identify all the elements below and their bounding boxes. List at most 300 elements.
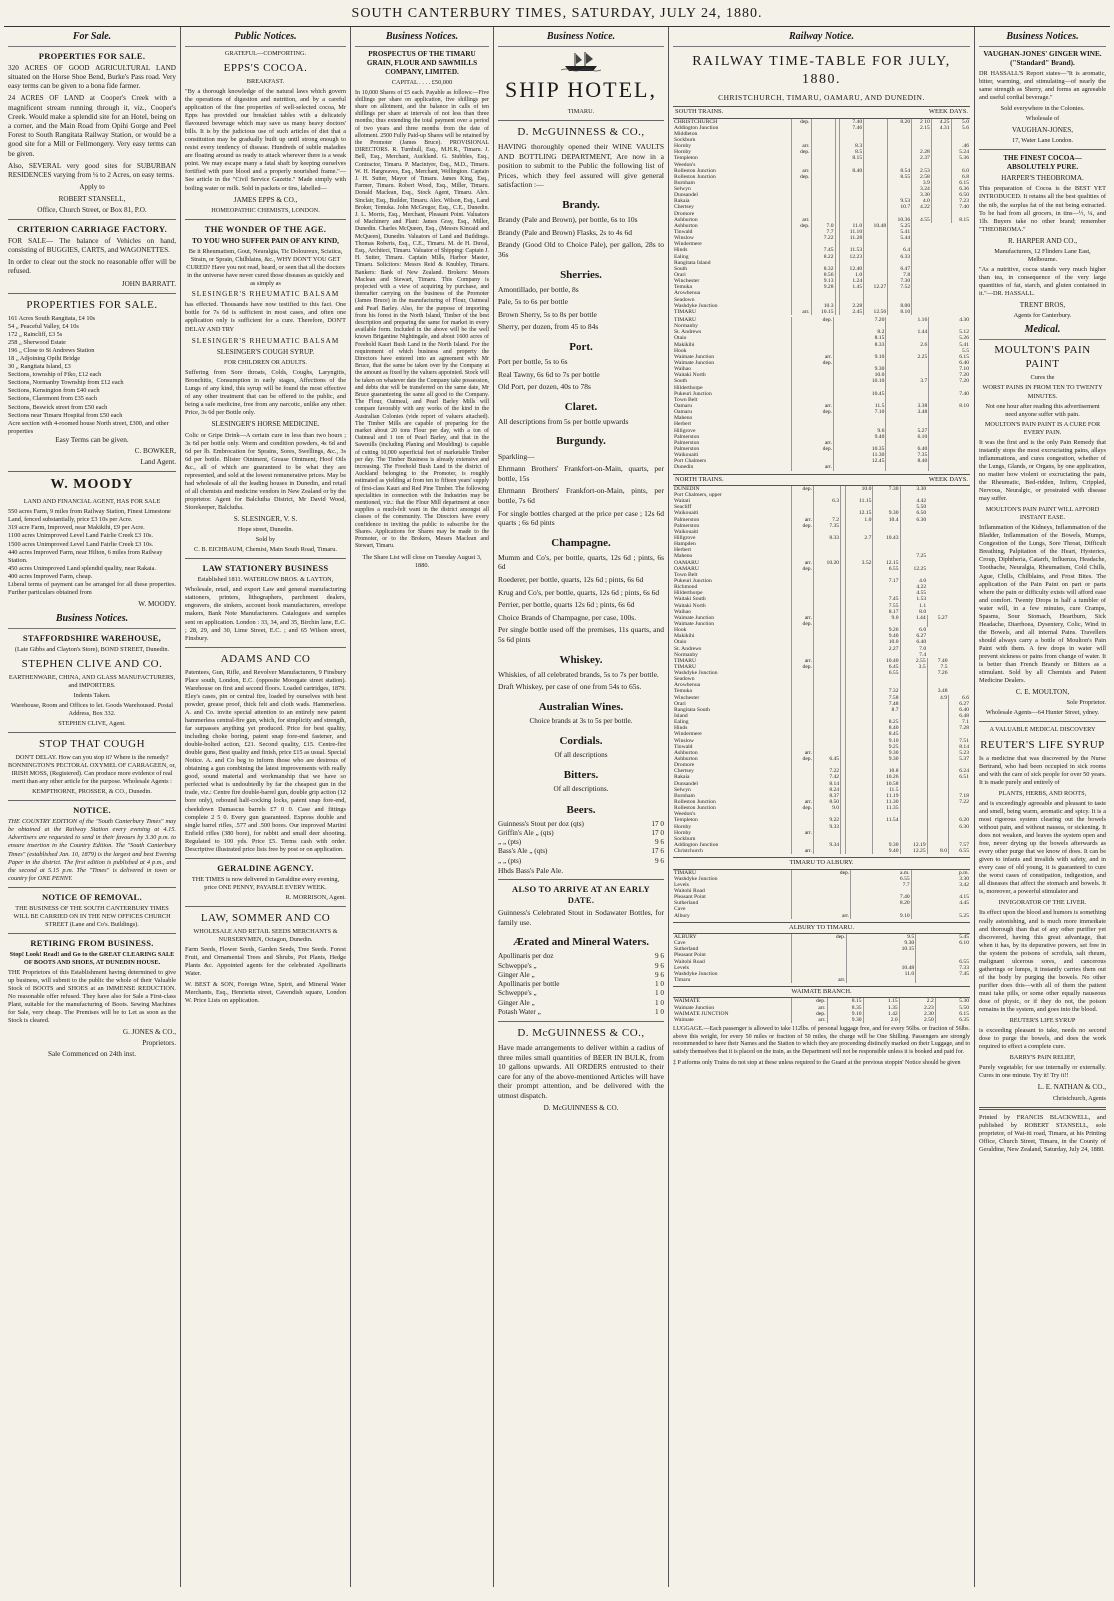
ad-signature: KEMPTHORNE, PROSSER, & CO., Dunedin. [32,788,152,796]
station-name: Waimate Junction [674,620,715,627]
list-item: 161 Acres South Rangitata, £4 10s [8,315,96,322]
departure-time: 7.0 [900,646,927,652]
price-value: 17 6 [651,847,664,856]
station-name: Rangitata South [674,706,710,713]
ad-address: 17, Water Lane London. [1011,136,1074,144]
departure-time [929,464,970,470]
luggage-notice: LUGGAGE.—Each passenger is allowed to take 112lbs. of personal luggage free, and for every 56lbs. or fraction of 56lbs. above this weight, for every 50 miles or fraction of 50 miles, the charge will be One Shilling. Passengers are strongly recommended to have their Names and the Station to which they are proceeding distinctly marked on their Luggage, and to satisfy themselves that it is placed on the train, as the Department will not be responsible unless it is booked and paid for. [673,1026,970,1056]
departure-time: 10.7 [888,204,912,210]
station-name: Waimate [674,1016,694,1023]
arr-dep: arr. [792,913,851,919]
departure-time: 7.40 [840,119,864,125]
timetable-days: WEEK DAYS. [928,475,968,483]
price-item: Ehrmann Brothers' Frankfort-on-Main, pints, per bottle, 7s 6d [498,486,664,505]
ship-icon [561,50,601,72]
departure-time: 7.30 [873,486,900,492]
departure-time: 10.15 [847,946,916,952]
departure-time: 2.55 [900,658,927,664]
arr-dep: arr. [792,799,814,805]
column-public-notices [181,27,351,1587]
departure-time: 3.52 [846,560,873,566]
departure-time: 9.5 [847,934,916,940]
departure-time: 6.15 [929,354,970,360]
station-name: Addington Junction [674,842,719,848]
station-name: Palmerston [674,433,700,440]
station-name: Selwyn [674,186,691,193]
timetable-row [673,977,970,983]
station-name: Waitaki North [674,372,706,379]
station-name: Addington Junction [674,124,719,131]
departure-time: 7.45 [873,596,900,602]
departure-time: 9.40 [873,848,900,854]
price-item: Brandy (Pale and Brown) Flasks, 2s to 4s 6d [498,227,632,237]
departure-time: 9.30 [873,750,900,756]
arr-dep: dep. [792,446,834,452]
arr-dep: dep. [792,486,814,492]
departure-time: 1.0 [846,517,873,523]
ad-heading: SHIP HOTEL, [505,76,657,102]
departure-time: 8.33 [814,535,841,541]
arr-dep: arr. [792,977,847,983]
station-name: Weedon's [674,811,696,818]
ad-text: In 10,000 Shares of £5 each. Payable as follows:—Five shillings per share on application, five shillings per share on allotment, and the balance in calls of ten shillings per share at intervals of not less than three months; thus extending the total payment over a period of two years and three months from the date of allotment. 2500 Fully Paid-up Shares will be retained by the Promoter (James Bruce). PROVISIONAL DIRECTORS. R. Turnbull, Esq., M.H.R., Timaru. J. Bell, Esq., Merchant, Auckland. G. Stubbles, Esq., Contractor, Timaru. P. Macintyre, Esq., M.D., Timaru. W. H. Hargreaves, Esq., Merchant, Wellington. Captain J. H. Sutter, Mayor of Timaru. James King, Esq., Farmer, Timaru. Robert Wood, Esq., Miller, Timaru. Donald Maclean, Esq., Stock Agent, Timaru. Alex. Sinclair, Esq., Builder, Timaru. Alex. Wilson, Esq., Land Broker, Temuka. John McGregor, Esq., C.E., Dunedin. J. L. Morris, Esq., Merchant, Pleasant Point. Valuators of Machinery and Plant: James Gray, Esq., Miller, Dunedin. Charles McQueen, Esq., (Messrs Kincaid and McQueen), Dunedin. Valuators of Land and Buildings. Thomas Roberts, Esq., C.E., Timaru. M. de H. Duval, Esq., Architect, Timaru. Valuator of Shipping: Captain J. H. Sutter, Timaru. Captain Mills, Harbor Master, Timaru. Solicitors: Messrs Reid & Knubley, Timaru. Bankers: Bank of New Zealand. Brokers: Messrs Maclean and Stewart, Timaru. This Company is projected with a view of acquiring by purchase, and thereafter carrying on the business of the Promoter (James Bruce) in the manufacturing of Flour, Oatmeal and Pearl Barley. Also, for the purpose of importing from his forest in the North Island, Timber of the best description and preparing the same for market in every available form. Included in the above will be the well known Brigantine Nightingale, and about 1600 acres of Freehold Kauri Bush Land in the North Island. For the requirement of which business and property the Directors have entered into an agreement with Mr Bruce, that the same be taken over by the Company at the amount as fixed by the valuers appointed. Stock will be taken on whatever date the Company take possession, and debts due will be transferred on the same date, Mr Bruce guaranteeing the same all good to the Company. The Flour, Oatmeal, and Pearl Barley Mills will compare favorably with any works of the kind in the Australian Colonies (vide report of valuers attached). The Timber Mills are capable of preparing for the market about 20 tons Flour per day, with a ton of Oatmeal and 1 ton of Pearl Barley, and that in the Sawmills (including Planing and Moulding) is capable of cutting 10,000 superficial feet of marketable Timber per day. The Timber Business is already extensive and increasing. The Freehold Bush Land in the district of Auckland belonging to the Promoter, is roughly estimated as yielding at from ten to fifteen years' supply of first-class Kauri and Red Pine Timber. The following specialities in connection with the Industries may be mentioned, viz.: that the Flour Mill department at once supplies a much-felt want in the district amongst all classes of the community. The Directors have every confidence in inviting the public to subscribe for the Shares. Applications for Shares may be made to the Promoter, or to the Brokers, Messrs Maclean and Stewart, Timaru. [355,89,489,550]
ad-text: FOR CHILDREN OR ADULTS. [223,359,308,367]
ad-text: C. B. EICHBAUM, Chemist, Main South Road, Timaru. [194,546,337,554]
departure-time: 9.26 [873,627,900,633]
departure-time: 7.22 [811,235,835,241]
column-medical [975,27,1110,1587]
price-value: 1 0 [655,989,664,998]
station-name: Herbert [674,547,692,554]
station-name: Normanby [674,323,698,330]
ad-text: Wholesale of [1025,115,1060,123]
station-name: Rolleston Junction [674,173,716,180]
ad-signature: R. MORRISON, Agent. [285,893,346,901]
departure-time: 8.0 [927,848,948,854]
station-name: TIMARU [674,869,697,876]
departure-time: 9.22 [814,817,841,823]
departure-time: 9.33 [814,824,841,830]
price-row [498,847,664,856]
departure-time: 8.37 [814,793,841,799]
timetable-subtitle: CHRISTCHURCH, TIMARU, OAMARU, AND DUNEDIN. [718,92,925,102]
departure-time: 10.40 [873,658,900,664]
ad-text: THE COUNTRY EDITION of the "South Canterbury Times" may be obtained at the Railway Station every evening at 4.15. Advertisers are requested to send in their favours by 3.30 p.m. to ensure insertion in the Country Edition. The "South Canterbury Times" (established Jan. 10, 1879) is the largest and best Evening Paper in the district. The first edition is published at 4 p.m., and the second at 5.15 p.m. The "Times" is delivered in town or country for ONE PENNY. [8,818,176,882]
departure-time [814,848,841,854]
station-name: Waimate Junction [674,614,715,621]
departure-time: 3.42 [911,882,970,888]
arr-dep: arr. [792,1005,827,1011]
departure-time: 4.30 [929,317,970,323]
departure-time: 9.10 [873,738,900,744]
timetable-header [673,986,970,998]
price-item: Hhds Bass's Pale Ale. [498,865,564,875]
station-name: Washdyke Junction [674,670,718,677]
ad-text: Easy Terms can be given. [55,435,129,444]
departure-time: 6.8 [951,174,970,180]
ad-heading: STEPHEN CLIVE AND CO. [21,657,163,670]
departure-time: 8.33 [834,342,886,348]
ad-signature: JOHN BARRATT. [121,279,176,288]
departure-time: 1.44 [886,329,929,335]
timetable-header [673,106,970,118]
timetable-body [673,317,970,471]
timetable-days: WEEK DAYS. [928,108,968,116]
departure-time: 10.4 [873,517,900,523]
station-name: Ashburton [674,756,698,763]
departure-time: 5.5 [929,348,970,354]
departure-time: 8.15 [840,155,864,161]
departure-time: 5.25 [888,223,912,229]
station-name: CHRISTCHURCH [674,118,718,125]
ad-heading: NOTICE OF REMOVAL. [41,891,143,902]
ad-signature: TRENT BROS, [1019,301,1066,310]
departure-time: 6.50 [900,510,927,516]
list-item: 258 „ Sherwood Estate [8,339,66,347]
departure-time: 5.12 [929,329,970,335]
ad-text: Also, SEVERAL very good sites for SUBURBAN RESIDENCES varying from ¼ to 2 Acres, on easy terms. [8,161,176,180]
price-heading: Burgundy. [556,435,606,448]
departure-time: 6.55 [873,566,900,572]
departure-time: 9.13 [811,278,835,284]
departure-time: 9.53 [888,198,912,204]
departure-time: 6.30 [949,824,970,830]
ad-heading: STOP THAT COUGH [38,738,146,751]
departure-time: 4.55 [912,217,932,223]
departure-time: 4.22 [900,584,927,590]
station-name: Albury [674,912,690,919]
departure-time: 6.55 [916,959,970,965]
price-item: Ginger Ale „ [498,998,535,1007]
ad-heading: D. McGUINNESS & CO., [517,1027,645,1040]
departure-time: 3.7 [886,378,929,384]
moody-list [8,508,176,580]
departure-time: 10.48 [864,223,888,229]
ad-text: In order to clear out the stock no reasonable offer will be refused. [8,258,176,276]
list-item: Sections, Kensington from £40 each [8,387,100,395]
station-name: Washdyke Junction [674,302,718,309]
list-item: Sections, Claremont from £35 each [8,395,98,403]
arr-dep: arr. [792,464,834,470]
ad-subheading: EARTHENWARE, CHINA, AND GLASS MANUFACTURERS, and IMPORTERS. [8,673,176,689]
ad-signature: C. BOWKER, [134,446,176,455]
departure-time: 12.25 [900,848,927,854]
ad-subheading: SLESINGER'S RHEUMATIC BALSAM [191,290,340,299]
departure-time: 7.7 [811,229,835,235]
ad-heading: THE FINEST COCOA—ABSOLUTELY PURE. [1003,153,1082,171]
arr-dep: dep. [792,566,814,572]
departure-time: 2.28 [912,149,932,155]
departure-time: 10.45 [834,391,886,397]
price-item: Brown Sherry, 5s to 8s per bottle [498,309,597,319]
departure-time: 11.10 [840,229,864,235]
station-name: Burnham [674,792,695,799]
departure-time: 2.28 [840,303,864,309]
price-item: Old Port, per dozen, 40s to 78s [498,382,591,392]
station-name: DUNEDIN [674,485,700,492]
station-name: Christchurch [674,848,703,855]
station-name: Windermere [674,241,702,248]
departure-time: 4.55 [900,590,927,596]
departure-time: 9.30 [873,510,900,516]
timetable-albury-timaru [673,934,970,983]
station-name: Selwyn [674,786,691,793]
station-name: Hilderthorpe [674,384,703,391]
station-name: Port Chalmers, upper [674,491,722,498]
arr-dep: dep. [792,1011,827,1017]
price-heading: Port. [569,340,593,353]
station-name: Levels [674,881,689,888]
departure-time [931,217,951,223]
departure-time: 8.17 [873,609,900,615]
timetable-direction: NORTH TRAINS. [675,475,724,483]
arr-dep: arr. [792,658,814,664]
ad-subheading: REUTER'S LIFE SYRUP [1009,1017,1076,1025]
arr-dep: arr. [792,848,814,854]
arr-dep: dep. [792,149,811,155]
station-name: Port Chalmers [674,458,707,465]
departure-time: 2 10 [912,119,932,125]
ad-heading: EPPS'S COCOA. [223,61,308,74]
timetable-row [673,309,970,315]
departure-time: 6.20 [949,817,970,823]
departure-time: 8.20 [888,119,912,125]
ad-heading: REUTER'S LIFE SYRUP [980,738,1105,751]
departure-time [912,309,932,315]
ad-role: Manufacturers, 12 Flinders Lane East, Melbourne. [994,247,1091,263]
departure-time: 8.22 [811,254,835,260]
station-name: Otaio [674,335,687,342]
price-row [498,838,664,847]
price-heading: Claret. [564,400,598,413]
price-row [498,1008,664,1017]
ad-heading: STAFFORDSHIRE WAREHOUSE, [22,632,162,643]
station-name: Hook [674,347,687,354]
ad-subheading: TIMARU. [567,107,595,115]
section-heading: Business Notices. [8,611,176,629]
departure-time: 12.56 [864,309,888,315]
departure-time: 11.30 [834,452,886,458]
departure-time: 3.5 [900,664,927,670]
timetable-header [673,474,970,486]
arr-dep: dep. [792,934,847,940]
station-name: OAMARU [674,559,699,566]
divider [8,887,176,888]
station-name: South [674,378,688,385]
price-heading: Ærated and Mineral Waters. [512,936,650,949]
station-name: Cave [674,940,686,947]
departure-time: 8.20 [851,900,911,906]
price-item: Sparkling— [498,451,535,461]
departure-time: 12.19 [900,842,927,848]
arr-dep: dep. [792,998,827,1004]
station-name: Sockburn [674,835,696,842]
arr-dep: arr. [792,517,814,523]
price-value: 1 0 [655,1007,664,1016]
ad-subheading: (Late Gibbs and Clayton's Store), BOND STREET, Dunedin. [14,645,170,653]
departure-time: 8.15 [834,335,886,341]
price-item: Apollinaris per doz [498,952,554,961]
station-name: Pleasant Point [674,894,706,901]
departure-time: 6.40 [886,446,929,452]
price-row [498,971,664,980]
ad-text: Patentees, Gun, Rifle, and Revolver Manufacturers, 9 Finsbury Place south, London, E.C. (opposite Moorgate street station). Warehouse on first and second floors. Loaded cartridges, 1879. Eley's cases, pin or central fire, loaded by ourselves with best powder, grease proof, thick felt and cloth wads. Hammerless. A. and Co. invite special attention to an entirely new patent hammerless central-fire gun, which, for simplicity and strength, far surpasses anything yet produced. Price for best quality, including choke boring, patent snap fore-end fastener, and double-bolted action, £21. Second quality, £15. Centre-fire double guns, Best quality and finish, price £15 as usual. Special Notice. A. and Co beg to inform those who are desirous of obtaining a gun combining the latest improvements with really good, sound material and workmanship that we have so perfected what is undoubtedly by far the cheapest gun in the trade, viz.: Centre fire double-barrel gun, double grip action (12 bore only), rebound half-cocking locks, patent snap fore-end, cheekdown Damascus barrels £7 0 0. Case and fittings complete 2 5 0. Every gun guaranteed. Express double and single barrel rifles, .577 and .500 bores. Our improved Martini Enfield rifles (380 bore), for rabbit and small deer shooting. Regulated to 100 yds. Price £5. Terms cash with order. Descriptive illustrated price lists free by post or on application. [185,668,346,853]
price-item: Pale, 5s to 6s per bottle [498,297,568,307]
ad-heading: ADAMS AND CO [220,652,311,665]
ad-text: Guinness's Celebrated Stout in Sodawater Bottles, for family use. [498,908,664,927]
ad-text: Its effect upon the blood and humors is something really astonishing, and is much more immediate and thorough than that of any other purifier yet discovered, having this great advantage, that when it has, by its depurative powers, set free in the system the poisons of scrofula, salt rheum, malignant ulcerous sores, and cancerous gatherings or lumps, it instantly carries them out of the body by purging the bowels. No other purifier does this—with all of them the patient must take pills, or some other equally nauseous dose of physic, or if they do not, the poison remains in the system, and goes into the blood. [979,909,1106,1014]
property-list [8,315,176,436]
arr-dep: arr. [792,750,814,756]
departure-time: 8.25 [873,719,900,725]
departure-time: 9.25 [873,744,900,750]
departure-time: 2.53 [912,168,932,174]
arr-dep: dep. [792,174,811,180]
departure-time: 3.9 [912,180,932,186]
price-item: Choice brands at 3s to 5s per bottle. [529,716,633,725]
station-name: Dunedin [674,464,694,471]
timetable-row [673,464,970,470]
arr-dep: dep. [792,317,834,323]
ad-text: Liberal terms of payment can be arranged for all these properties. Further particulars obtained from [8,580,176,596]
departure-time: 6.27 [949,701,970,707]
ad-signature: C. E. MOULTON, [1015,688,1070,697]
departure-time: 7.35 [814,523,841,529]
departure-time: 11.15 [846,498,873,504]
departure-time: 2.58 [912,174,932,180]
price-item: Mumm and Co's, per bottle, quarts, 12s 6d ; pints, 6s 6d [498,552,664,572]
list-item: 18 „ Adjoining Opihi Bridge [8,355,81,363]
price-value: 9 6 [655,838,664,847]
departure-time: 7.22 [949,799,970,805]
departure-time: 9.28 [811,284,835,290]
departure-time: 5.41 [929,342,970,348]
price-item: Bass's Ale „ (qts) [498,847,548,856]
departure-time: 8.5 [840,149,864,155]
ad-signature: G. JONES & CO., [122,1028,176,1036]
station-name: Waitohi Road [674,958,705,965]
station-name: Chertsey [674,204,694,211]
departure-time: 5.50 [900,504,927,510]
price-row [498,857,664,866]
departure-time: 2.15 [912,125,932,131]
ad-heading: THE WONDER OF THE AGE. [204,223,327,234]
ad-subheading: WHOLESALE AND RETAIL SEEDS MERCHANTS & NURSERYMEN, Octagon, Dunedin. [193,927,338,943]
list-item: 1100 acres Unimproved Level Land Fairlie Creek £3 10s. [8,532,154,540]
arr-dep: arr. [792,217,811,223]
departure-time: 8.54 [888,168,912,174]
ad-heading: LAW, SOMMER AND CO [200,911,331,924]
departure-time: 9.30 [827,1017,863,1023]
ad-text: W. BEST & SON, Foreign Wine, Spirit, and Mineral Water Merchants, Esq., Henrietta street, Cavendish square, London W. Price Lists on application. [185,981,346,1005]
price-row [498,999,664,1008]
departure-time: 1.45 [840,284,864,290]
departure-time: 2.7 [846,535,873,541]
ad-text: has effected. Thousands have now testified to this fact. One bottle for 7s 6d is sufficient in most cases, and often one application only is sufficient for a cure. Therefore, DON'T DELAY AND TRY [185,301,346,333]
departure-time: 4.9 [927,695,948,701]
departure-time: 4.15 [911,894,970,900]
departure-time: 7.10 [834,409,886,415]
ad-text: Be it Rheumatism, Gout, Neuralgia, Tic Doloureux, Sciatica, Strain, or Sprain, Chilblains, &c., WHY DON'T YOU GET CURED? Have you not read, heard, or seen that all the doctors in the universe have never cured those diseases as quickly and as simply as [186,247,345,288]
list-item: 440 acres Improved Farm, near Hilton, 6 miles from Railway Station. [8,548,163,564]
departure-time: 1.15 [863,998,899,1004]
departure-time: 5.45 [916,934,970,940]
station-name: TIMARU [674,657,697,664]
departure-time: 7.52 [888,284,912,290]
station-name: Arowhenua [674,682,701,689]
departure-time: 3.48 [927,688,948,694]
price-heading: Brandy. [562,199,600,212]
column-for-sale [4,27,181,1587]
station-name: Waitati [674,498,691,505]
ad-subheading: MOULTON'S PAIN PAINT IS A CURE FOR EVERY PAIN. [984,420,1101,436]
departure-time: a.m. [851,870,911,876]
newspaper-page [4,4,1110,1593]
station-name: Maheno [674,553,693,560]
station-name: Seadown [674,296,695,303]
ad-subheading: LAND AND FINANCIAL AGENT, HAS FOR SALE [23,498,161,506]
arr-dep: arr. [792,354,834,360]
departure-time: 10.20 [814,560,841,566]
departure-time: 7.17 [873,578,900,584]
station-name: Seacliff [674,504,692,511]
departure-time: 11.5 [834,403,886,409]
departure-time: 10.58 [873,781,900,787]
station-name: Makikihi [674,341,695,348]
ad-text: Purely vegetable; for use internally or externally. Cures in one minute. Try it! Try it!! [979,1064,1106,1080]
departure-time: 8.24 [814,787,841,793]
ad-subheading: SLESINGER'S HORSE MEDICINE. [211,420,320,429]
departure-time: 4.25 [931,119,951,125]
station-name: Washdyke Junction [674,970,718,977]
price-heading: Beers. [566,803,596,816]
timetable-title: RAILWAY TIME-TABLE FOR JULY, 1880. [692,53,951,87]
departure-time: 5.26 [929,335,970,341]
departure-time: 11.30 [873,799,900,805]
arr-dep: dep. [792,119,811,125]
ad-text: Wholesale, retail, and export Law and general manufacturing stationers, printers, lithographers, parchment dealers, engravers, die sinkers, account book manufacturers, envelope makers, Bank Note Manufacturers. Catalogues and samples sent on application. London : 33, 34, and 35, Birchin lane, E.C. ; 28, 29, and 30, Lime Street, E.C. ; and 65 Wilson street, Finsbury. [185,586,346,642]
arr-dep: dep. [792,870,851,876]
departure-time: 6.10 [886,434,929,440]
departure-time: 6.24 [949,768,970,774]
station-name: Palmerston [674,445,700,452]
departure-time: 11.53 [840,247,864,253]
ad-subheading: HARPER'S THEOBROMA. [1001,174,1084,183]
ad-signature: STEPHEN CLIVE, Agent. [58,720,126,728]
ad-text: Apply to [79,183,105,192]
timetable-waimate [673,998,970,1023]
ad-heading: VAUGHAN-JONES' GINGER WINE. ("Standard" Brand). [983,49,1102,68]
price-value: 1 0 [655,998,664,1007]
price-item: Brandy (Pale and Brown), per bottle, 6s to 10s [498,215,638,225]
station-name: Palmerston [674,439,700,446]
departure-time: 12.27 [864,284,888,290]
timetable-body [673,998,970,1023]
departure-time: 2.2 [899,998,935,1004]
arr-dep: arr. [792,309,811,315]
departure-time: 12.40 [840,266,864,272]
departure-time: 8.00 [888,303,912,309]
ad-text: "By a thorough knowledge of the natural laws which govern the operations of digestion and nutrition, and by a careful application of the fine properties of well-selected cocoa, Mr Epps has provided our breakfast tables with a delicately flavoured beverage which may save us many heavy doctors' bills. It is by the judicious use of such articles of diet that a constitution may be gradually built up until strong enough to resist every tendency of disease. Hundreds of subtle maladies are floating around us ready to attack wherever there is a weak point. We may escape many a fatal shaft by keeping ourselves fortified with pure blood and a properly nourished frame."—See article in the "Civil Service Gazette." Made simply with boiling water or milk. Sold in packets or tins, labelled— [185,87,346,192]
masthead: SOUTH CANTERBURY TIMES, SATURDAY, JULY 24, 1880. [4,4,1110,27]
departure-time: 7.58 [873,695,900,701]
section-heading: Public Notices. [185,29,346,47]
departure-time: 9.30 [847,940,916,946]
departure-time [846,848,873,854]
price-item: Apollinaris per bottle [498,980,560,989]
station-name: Hinds [674,247,688,254]
departure-time: 2.23 [899,1005,935,1011]
